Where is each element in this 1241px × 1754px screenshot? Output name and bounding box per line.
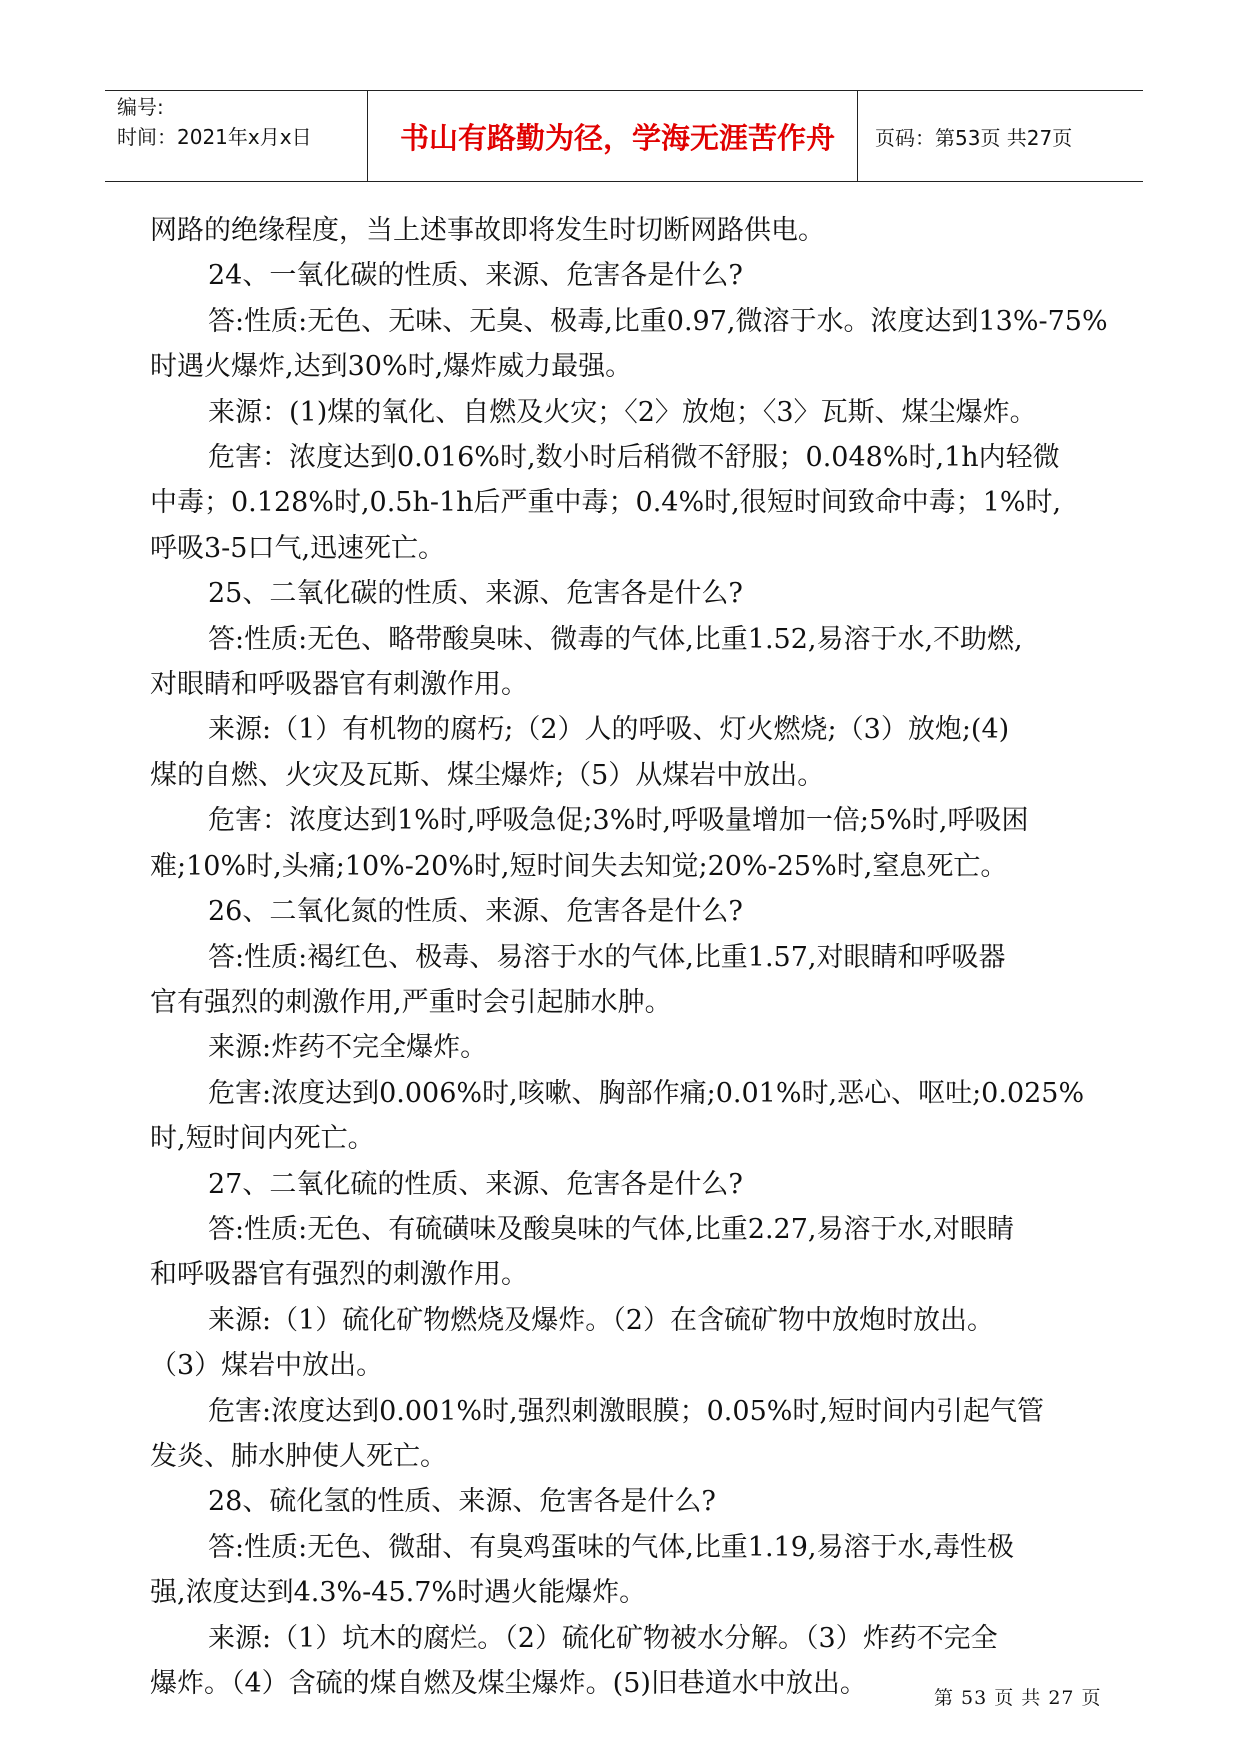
- body-line: 答:性质:褐红色、极毒、易溶于水的气体,比重1.57,对眼睛和呼吸器: [208, 941, 1006, 973]
- page-header: [105, 90, 1143, 182]
- header-divider-left: [367, 90, 368, 182]
- body-line: 中毒；0.128%时,0.5h-1h后严重中毒；0.4%时,很短时间致命中毒；1%时,: [150, 487, 1062, 519]
- body-line: 强,浓度达到4.3%-45.7%时遇火能爆炸。: [150, 1577, 647, 1609]
- body-line: 24、一氧化碳的性质、来源、危害各是什么?: [208, 260, 743, 292]
- body-line: 危害：浓度达到1%时,呼吸急促;3%时,呼吸量增加一倍;5%时,呼吸困: [208, 805, 1029, 837]
- document-body: [150, 208, 1108, 1706]
- body-line: 呼吸3-5口气,迅速死亡。: [150, 532, 446, 564]
- body-line: 25、二氧化碳的性质、来源、危害各是什么?: [208, 578, 743, 610]
- header-bottom-rule: [105, 181, 1143, 182]
- body-line: 危害:浓度达到0.001%时,强烈刺激眼膜；0.05%时,短时间内引起气管: [208, 1395, 1044, 1427]
- body-line: 难;10%时,头痛;10%-20%时,短时间失去知觉;20%-25%时,窒息死亡。: [150, 850, 1008, 882]
- body-line: 26、二氧化氮的性质、来源、危害各是什么?: [208, 896, 743, 928]
- body-line: 答:性质:无色、略带酸臭味、微毒的气体,比重1.52,易溶于水,不助燃,: [208, 623, 1023, 655]
- body-line: 网路的绝缘程度，当上述事故即将发生时切断网路供电。: [150, 215, 825, 246]
- body-line: 来源:（1）有机物的腐朽;（2）人的呼吸、灯火燃烧;（3）放炮;(4): [208, 714, 1010, 746]
- body-line: 答:性质:无色、无味、无臭、极毒,比重0.97,微溶于水。浓度达到13%-75%: [208, 305, 1108, 337]
- body-line: 答:性质:无色、微甜、有臭鸡蛋味的气体,比重1.19,易溶于水,毒性极: [208, 1531, 1015, 1563]
- body-line: 27、二氧化硫的性质、来源、危害各是什么?: [208, 1168, 743, 1200]
- body-line: 来源:（1）坑木的腐烂。（2）硫化矿物被水分解。（3）炸药不完全: [208, 1622, 998, 1654]
- body-line: 和呼吸器官有强烈的刺激作用。: [150, 1259, 528, 1291]
- body-line: （3）煤岩中放出。: [150, 1350, 384, 1382]
- document-time-label: 时间：2021年x月x日: [117, 125, 312, 149]
- header-meta: [117, 92, 312, 152]
- page-footer: 第 53 页 共 27 页: [934, 1687, 1102, 1709]
- body-line: 危害:浓度达到0.006%时,咳嗽、胸部作痛;0.01%时,恶心、呕吐;0.025%: [208, 1077, 1085, 1109]
- header-motto: 书山有路勤为径，学海无涯苦作舟: [399, 121, 835, 155]
- document-number-label: 编号:: [117, 95, 164, 119]
- body-line: 时遇火爆炸,达到30%时,爆炸威力最强。: [150, 351, 633, 383]
- body-line: 危害：浓度达到0.016%时,数小时后稍微不舒服；0.048%时,1h内轻微: [208, 442, 1060, 474]
- body-line: 对眼睛和呼吸器官有刺激作用。: [150, 669, 528, 701]
- body-line: 官有强烈的刺激作用,严重时会引起肺水肿。: [150, 986, 672, 1018]
- body-line: 煤的自燃、火灾及瓦斯、煤尘爆炸;（5）从煤岩中放出。: [150, 759, 825, 791]
- body-line: 爆炸。（4）含硫的煤自燃及煤尘爆炸。(5)旧巷道水中放出。: [150, 1668, 867, 1699]
- header-page-code: 页码：第53页 共27页: [875, 126, 1073, 150]
- body-line: 来源:（1）硫化矿物燃烧及爆炸。（2）在含硫矿物中放炮时放出。: [208, 1304, 994, 1336]
- body-line: 来源：(1)煤的氧化、自燃及火灾；〈2〉放炮；〈3〉瓦斯、煤尘爆炸。: [208, 396, 1037, 428]
- body-line: 28、硫化氢的性质、来源、危害各是什么?: [208, 1486, 716, 1518]
- body-line: 来源:炸药不完全爆炸。: [208, 1032, 488, 1064]
- header-top-rule: [105, 90, 1143, 91]
- body-line: 答:性质:无色、有硫磺味及酸臭味的气体,比重2.27,易溶于水,对眼睛: [208, 1213, 1015, 1245]
- body-line: 发炎、肺水肿使人死亡。: [150, 1440, 447, 1472]
- body-line: 时,短时间内死亡。: [150, 1123, 375, 1155]
